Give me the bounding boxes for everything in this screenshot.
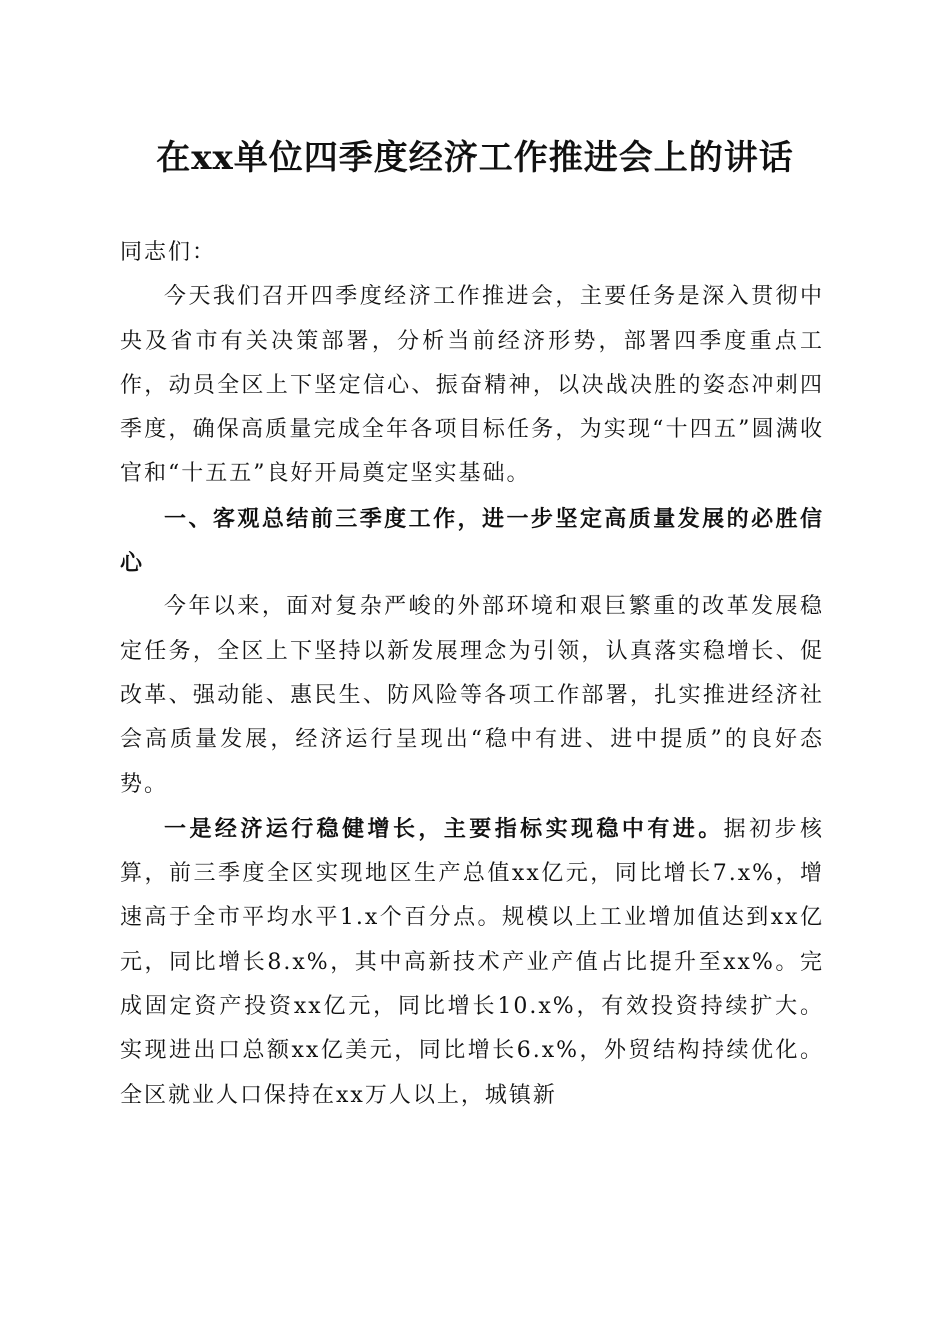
intro-paragraph: 今天我们召开四季度经济工作推进会，主要任务是深入贯彻中央及省市有关决策部署，分析当前经济形势，部署四季度重点工作，动员全区上下坚定信心、振奋精神，以决战决胜的姿态冲刺四季度，确保高质量完成全年各项目标任务，为实现“十四五”圆满收官和“十五五”良好开局奠定坚实基础。	[120, 284, 824, 487]
document-body	[120, 231, 824, 1118]
salutation: 同志们：	[120, 240, 217, 265]
section-heading-1: 一、客观总结前三季度工作，进一步坚定高质量发展的必胜信心	[120, 505, 824, 577]
document-title: 在xx单位四季度经济工作推进会上的讲话	[156, 138, 794, 178]
section-1-paragraph: 今年以来，面对复杂严峻的外部环境和艰巨繁重的改革发展稳定任务，全区上下坚持以新发展理念为引领，认真落实稳增长、促改革、强动能、惠民生、防风险等各项工作部署，扎实推进经济社会高质量发展，经济运行呈现出“稳中有进、进中提质”的良好态势。	[120, 594, 824, 797]
point-1-body: 据初步核算，前三季度全区实现地区生产总值xx亿元，同比增长7.x%，增速高于全市平均水平1.x个百分点。规模以上工业增加值达到xx亿元，同比增长8.x%，其中高新技术产业产值占比提升至xx%。完成固定资产投资xx亿元，同比增长10.x%，有效投资持续扩大。实现进出口总额xx亿美元，同比增长6.x%，外贸结构持续优化。全区就业人口保持在xx万人以上，城镇新	[120, 816, 824, 1108]
point-1-lead: 一是经济运行稳健增长，主要指标实现稳中有进。	[164, 815, 724, 842]
point-1-paragraph	[120, 807, 824, 1118]
